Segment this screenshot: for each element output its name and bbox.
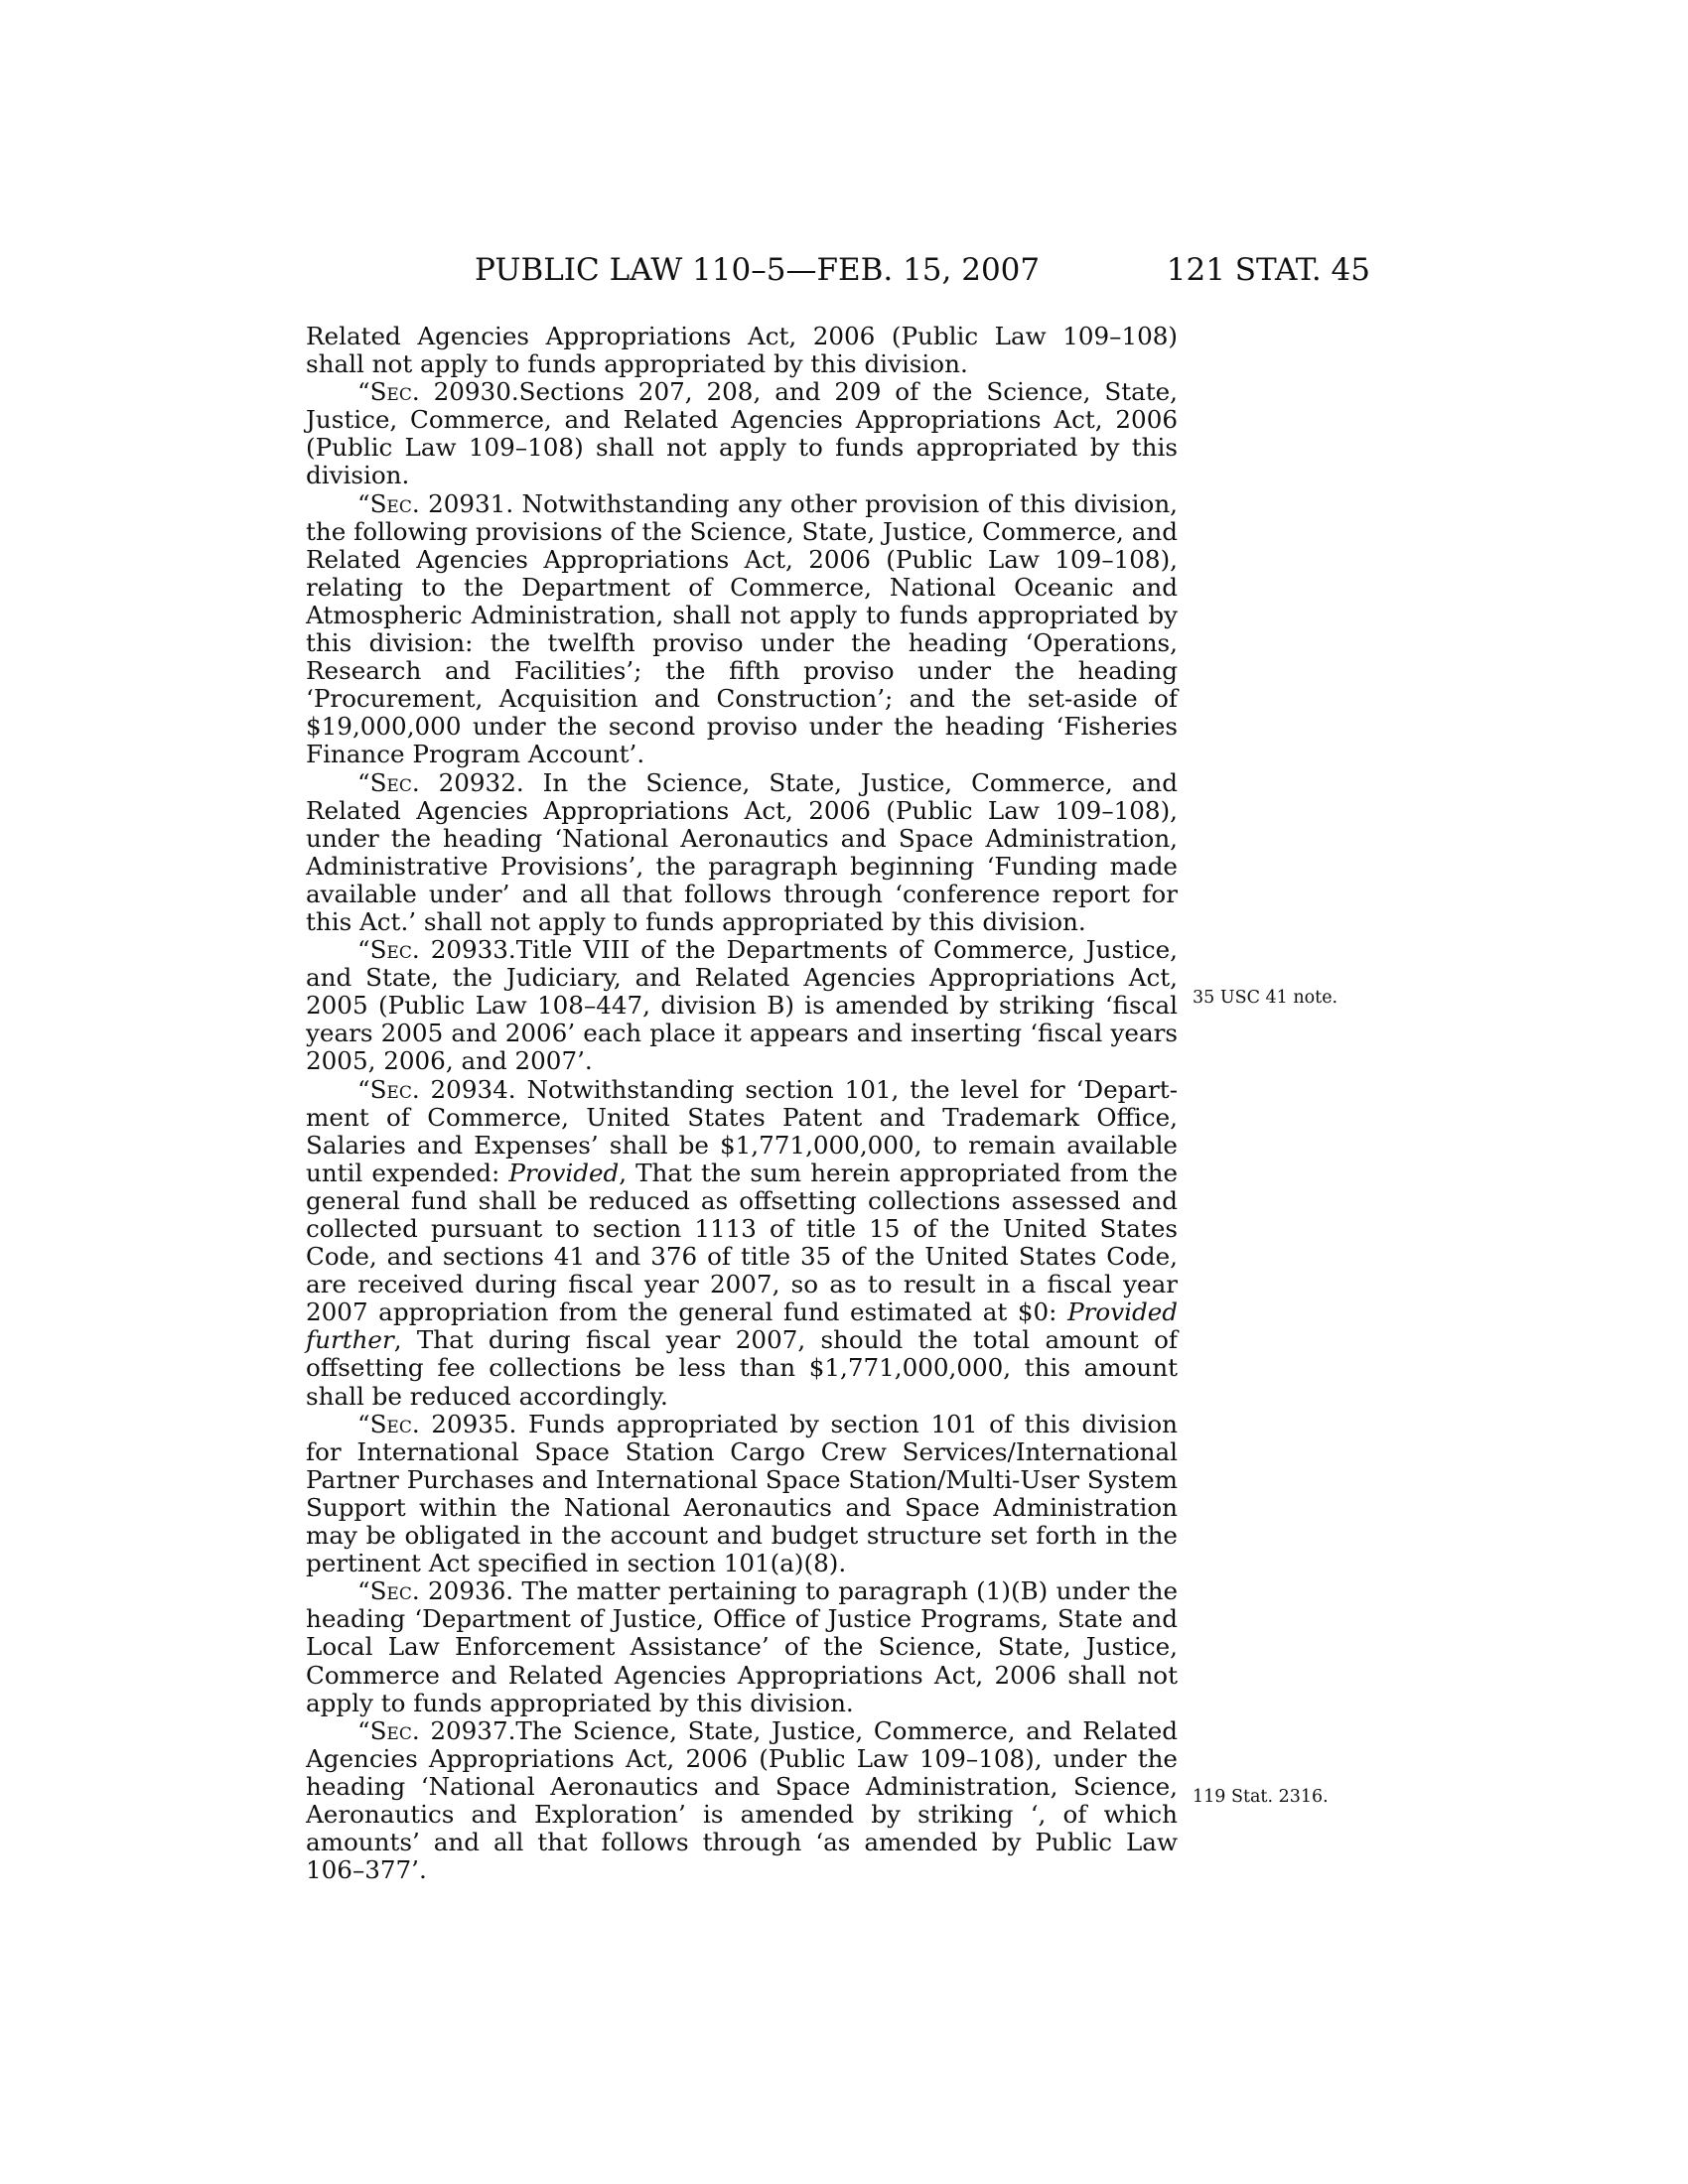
section-label: Sec bbox=[369, 1576, 412, 1606]
open-quote: “ bbox=[357, 767, 370, 797]
document-body bbox=[306, 323, 1178, 1884]
section-text-part-a: . 20934. Notwithstanding section 101, the level for ‘Department of Commerce, United States Patent and Trademark Office, Salaries and Expenses’ shall be $1,771,000,000, to remain available until expended: bbox=[306, 1074, 1178, 1187]
section-text: . 20931. Notwithstanding any other provision of this division, the following provisions of the Science, State, Justice, Commerce, and Related Agencies Appropriations Act, 2006 (Public Law 109–108), relating to the Department of Commerce, National Oceanic and Atmospheric Administration, shall not apply to funds appropriated by this division: the twelfth proviso under the heading ‘Operations, Research and Facilities’; the fifth proviso under the heading ‘Procurement, Acquisition and Construction’; and the set-aside of $19,000,000 under the second proviso under the heading ‘Fisheries Finance Program Account’. bbox=[306, 488, 1178, 769]
section-20932 bbox=[306, 769, 1178, 937]
section-label: Sec bbox=[369, 935, 412, 965]
section-20933 bbox=[306, 936, 1178, 1075]
open-quote: “ bbox=[357, 1715, 370, 1745]
open-quote: “ bbox=[357, 1409, 370, 1438]
open-quote: “ bbox=[357, 935, 370, 965]
page-header bbox=[475, 250, 1370, 290]
section-label: Sec bbox=[369, 488, 412, 518]
section-label: Sec bbox=[369, 767, 412, 797]
section-label: Sec bbox=[369, 377, 412, 407]
provided-further-italic: Provided further bbox=[306, 1297, 1178, 1355]
statute-page-number: 121 STAT. 45 bbox=[1166, 252, 1370, 288]
section-text-part-b: , That the sum herein appropriated from the general fund shall be reduced as offsetting collections assessed and collected pursuant to section 1113 of title 15 of the United States Code, and sections 41 and 376 of title 35 of the United States Code, are received during fiscal year 2007, so as to result in a fiscal year 2007 appropriation from the general fund estimated at $0: bbox=[306, 1158, 1178, 1327]
section-20937 bbox=[306, 1717, 1178, 1885]
section-label: Sec bbox=[369, 1409, 412, 1438]
section-label: Sec bbox=[369, 1074, 412, 1104]
open-quote: “ bbox=[357, 1576, 370, 1606]
section-20935 bbox=[306, 1411, 1178, 1578]
section-text: . 20936. The matter pertaining to paragraph (1)(B) under the heading ‘Department of Justice, Office of Justice Programs, State and Local Law Enforcement Assistance’ of the Science, State, Justice, Commerce and Related Agencies Appropriations Act, 2006 shall not apply to funds appropriated by this division. bbox=[306, 1576, 1178, 1717]
open-quote: “ bbox=[357, 1074, 370, 1104]
section-text: . 20932. In the Science, State, Justice, Commerce, and Related Agencies Appropriations Act, 2006 (Public Law 109–108), under the heading ‘National Aeronautics and Space Administration, Administrative Provisions’, the paragraph beginning ‘Funding made available under’ and all that follows through ‘conference report for this Act.’ shall not apply to funds appropriated by this division. bbox=[306, 767, 1178, 936]
open-quote: “ bbox=[357, 488, 370, 518]
section-text: . 20935. Funds appropriated by section 101 of this division for International Space Station Cargo Crew Services/International Partner Purchases and International Space Station/Multi-User System Support within the National Aeronautics and Space Administration may be obligated in the account and budget structure set forth in the pertinent Act specified in section 101(a)(8). bbox=[306, 1409, 1178, 1578]
section-label: Sec bbox=[369, 1715, 412, 1745]
margin-note-usc-citation: 35 USC 41 note. bbox=[1193, 988, 1338, 1008]
paragraph-continuation: Related Agencies Appropriations Act, 2006 (Public Law 109–108) shall not apply to funds appropriated by this division. bbox=[306, 322, 1178, 379]
section-text: . 20937.The Science, State, Justice, Commerce, and Related Agencies Appropriations Act, 2006 (Public Law 109–108), under the heading ‘National Aeronautics and Space Administration, Science, Aeronautics and Exploration’ is amended by striking ‘, of which amounts’ and all that follows through ‘as amended by Public Law 106–377’. bbox=[306, 1715, 1178, 1885]
section-20936 bbox=[306, 1577, 1178, 1716]
section-text: . 20930.Sections 207, 208, and 209 of the Science, State, Justice, Commerce, and Related Agencies Appropriations Act, 2006 (Public Law 109–108) shall not apply to funds appropriated by this division. bbox=[306, 377, 1178, 490]
provided-italic: Provided bbox=[508, 1158, 620, 1187]
section-20930 bbox=[306, 378, 1178, 489]
running-head-title: PUBLIC LAW 110–5—FEB. 15, 2007 bbox=[475, 252, 1041, 288]
open-quote: “ bbox=[357, 377, 370, 407]
margin-note-stat-citation: 119 Stat. 2316. bbox=[1193, 1787, 1329, 1807]
section-text-part-c: , That during fiscal year 2007, should the total amount of offsetting fee collections be less than $1,771,000,000, this amount shall be reduced accordingly. bbox=[306, 1325, 1178, 1411]
section-text: . 20933.Title VIII of the Departments of Commerce, Justice, and State, the Judiciary, and Related Agencies Appropriations Act, 2005 (Public Law 108–447, division B) is amended by striking ‘fiscal years 2005 and 2006’ each place it appears and inserting ‘fiscal years 2005, 2006, and 2007’. bbox=[306, 935, 1178, 1076]
section-20934 bbox=[306, 1076, 1178, 1411]
section-20931 bbox=[306, 490, 1178, 769]
